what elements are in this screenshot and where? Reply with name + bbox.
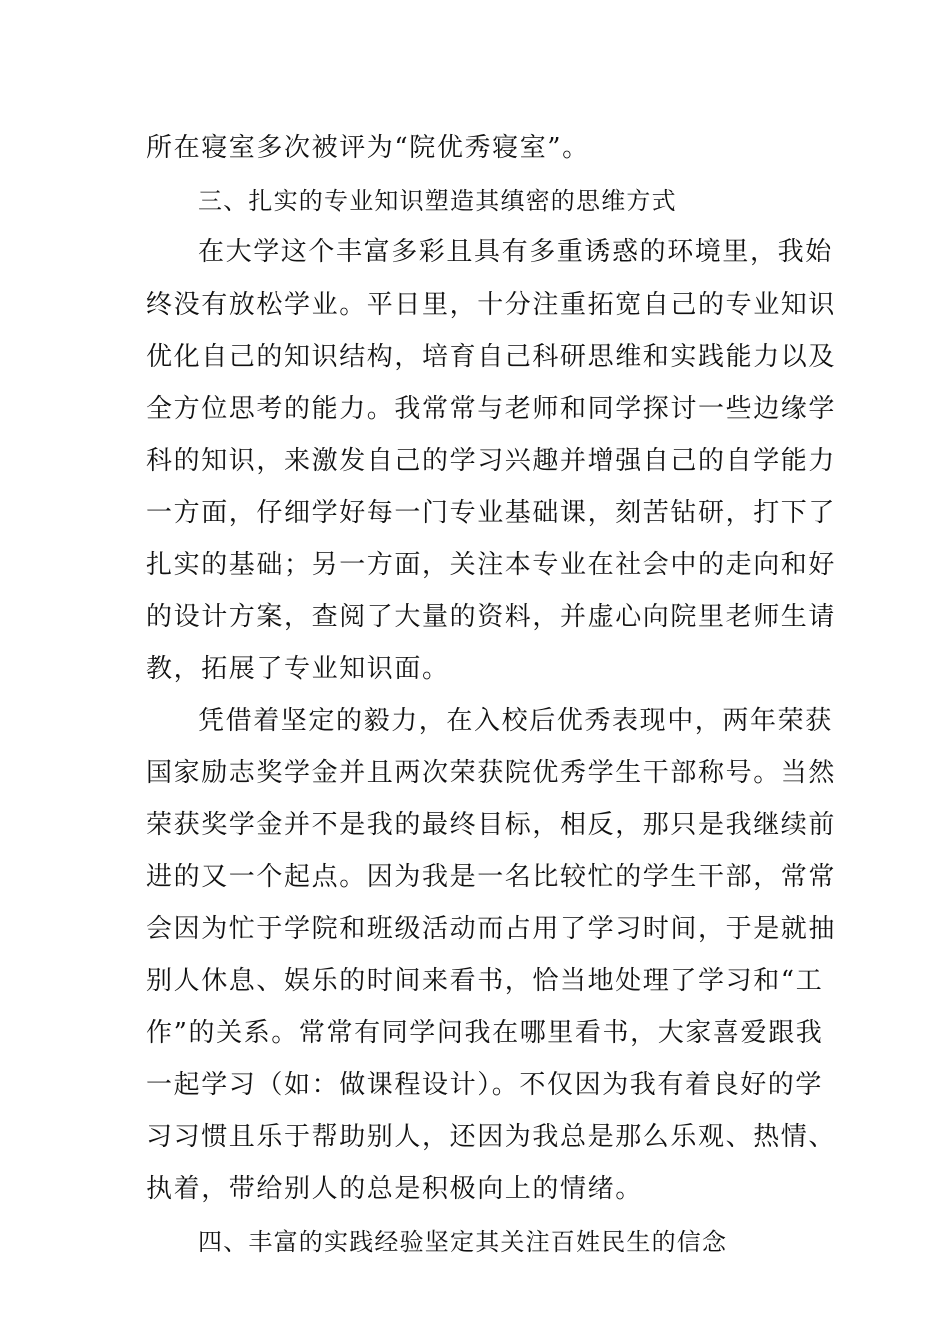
- section-heading-4: 四、丰富的实践经验坚定其关注百姓民生的信念: [198, 1228, 728, 1256]
- text-line-14: 荣获奖学金并不是我的最终目标，相反，那只是我继续前: [146, 810, 837, 840]
- text-line-17: 别人休息、娱乐的时间来看书，恰当地处理了学习和“工: [146, 966, 824, 996]
- text-line-7: 科的知识，来激发自己的学习兴趣并增强自己的自学能力: [146, 446, 837, 476]
- text-line-20: 习习惯且乐于帮助别人，还因为我总是那么乐观、热情、: [146, 1122, 837, 1152]
- text-line-4: 终没有放松学业。平日里，十分注重拓宽自己的专业知识: [146, 290, 837, 320]
- text-line-19: 一起学习（如：做课程设计）。不仅因为我有着良好的学: [146, 1070, 824, 1100]
- text-line-15: 进的又一个起点。因为我是一名比较忙的学生干部，常常: [146, 862, 837, 892]
- text-line-9: 扎实的基础；另一方面，关注本专业在社会中的走向和好: [146, 550, 837, 580]
- text-line-1: 所在寝室多次被评为“院优秀寝室”。: [146, 133, 590, 163]
- text-line-8: 一方面，仔细学好每一门专业基础课，刻苦钻研，打下了: [146, 498, 837, 528]
- text-line-12: 凭借着坚定的毅力，在入校后优秀表现中，两年荣获: [198, 706, 833, 736]
- text-line-10: 的设计方案，查阅了大量的资料，并虚心向院里老师生请: [146, 602, 837, 632]
- section-heading-3: 三、扎实的专业知识塑造其缜密的思维方式: [198, 187, 677, 215]
- text-line-11: 教，拓展了专业知识面。: [146, 654, 450, 684]
- text-line-6: 全方位思考的能力。我常常与老师和同学探讨一些边缘学: [146, 394, 837, 424]
- text-line-16: 会因为忙于学院和班级活动而占用了学习时间，于是就抽: [146, 914, 837, 944]
- text-line-5: 优化自己的知识结构，培育自己科研思维和实践能力以及: [146, 342, 837, 372]
- text-line-21: 执着，带给别人的总是积极向上的情绪。: [146, 1174, 643, 1204]
- text-line-13: 国家励志奖学金并且两次荣获院优秀学生干部称号。当然: [146, 758, 837, 788]
- text-line-3: 在大学这个丰富多彩且具有多重诱惑的环境里，我始: [198, 237, 833, 267]
- text-line-18: 作”的关系。常常有同学问我在哪里看书，大家喜爱跟我: [146, 1018, 824, 1048]
